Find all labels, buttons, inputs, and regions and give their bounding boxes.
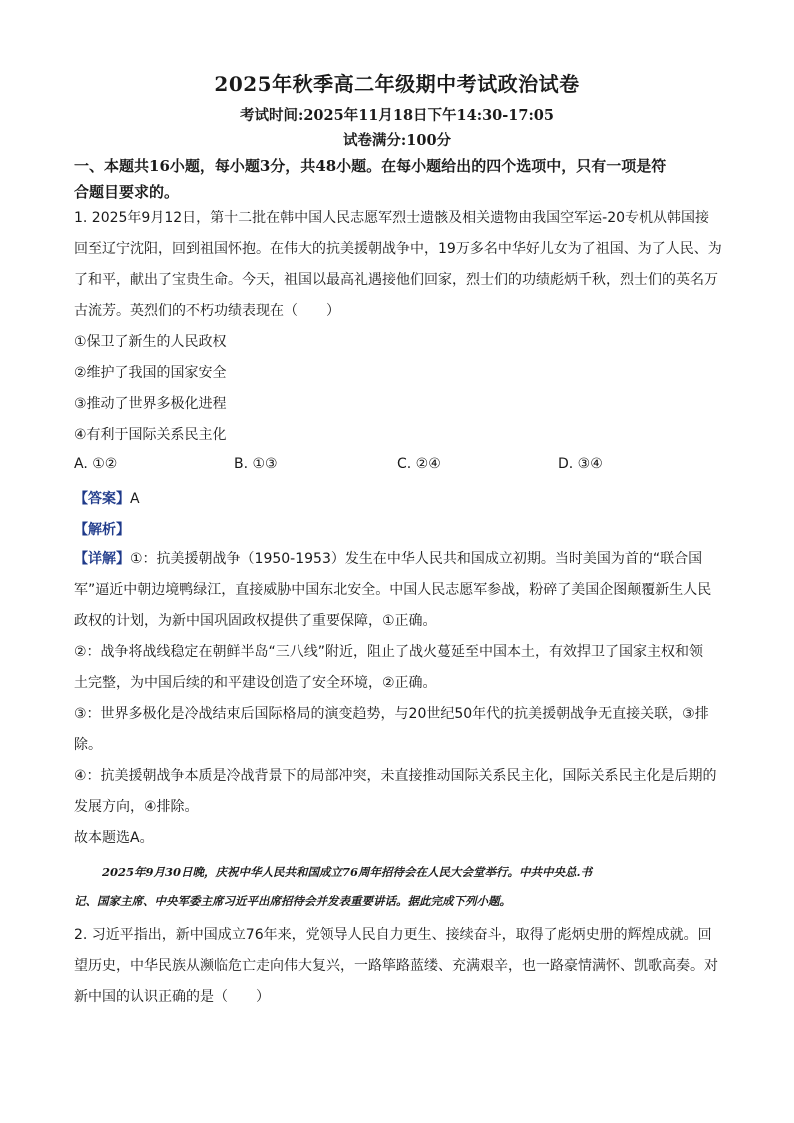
detail-line: 土完整，为中国后续的和平建设创造了安全环境，②正确。 <box>74 675 437 691</box>
question-line: 回至辽宁沈阳，回到祖国怀抱。在伟大的抗美援朝战争中，19万多名中华好儿女为了祖国、为了人民、为 <box>74 241 722 257</box>
analysis-row <box>74 519 130 539</box>
question-2-stem <box>74 920 724 1013</box>
option-d: D. ③④ <box>558 456 603 472</box>
question-item: ③推动了世界多极化进程 <box>74 396 227 412</box>
detail-line: ②：战争将战线稳定在朝鲜半岛“三八线”附近，阻止了战火蔓延至中国本土，有效捍卫了国家主权和领 <box>74 644 704 660</box>
exam-title: 2025年秋季高二年级期中考试政治试卷 <box>214 72 580 96</box>
detail-line: 故本题选A。 <box>74 830 154 846</box>
question-item: ④有利于国际关系民主化 <box>74 427 227 443</box>
detail-label: 【详解】 <box>74 551 130 567</box>
exam-time: 考试时间:2025年11月18日下午14:30-17:05 <box>239 107 554 124</box>
question-line: 古流芳。英烈们的不朽功绩表现在（ ） <box>74 303 340 319</box>
material-line: 2025年9月30日晚，庆祝中华人民共和国成立76周年招待会在人民大会堂举行。中共中央总.书 <box>102 865 593 879</box>
detail-line: 除。 <box>74 737 102 753</box>
answer-value: A <box>130 491 140 507</box>
detail-line <box>74 544 724 575</box>
detail-line: ③：世界多极化是冷战结束后国际格局的演变趋势，与20世纪50年代的抗美援朝战争无直接关联，③排 <box>74 706 709 722</box>
section-instructions-line: 一、本题共16小题，每小题3分，共48小题。在每小题给出的四个选项中，只有一项是符 <box>74 157 667 175</box>
option-a: A. ①② <box>74 456 118 472</box>
section-instructions <box>74 153 724 205</box>
material-line: 记、国家主席、中央军委主席习近平出席招待会并发表重要讲话。据此完成下列小题。 <box>74 894 511 908</box>
full-score: 试卷满分:100分 <box>342 132 452 149</box>
question-item: ②维护了我国的国家安全 <box>74 365 227 381</box>
detail-line: 政权的计划，为新中国巩固政权提供了重要保障，①正确。 <box>74 613 437 629</box>
detail-line: ④：抗美援朝战争本质是冷战背景下的局部冲突，未直接推动国际关系民主化，国际关系民主化是后期的 <box>74 768 717 784</box>
question-line: 了和平，献出了宝贵生命。今天，祖国以最高礼遇接他们回家，烈士们的功绩彪炳千秋，烈士们的英名万 <box>74 272 718 288</box>
question-line: 2. 习近平指出，新中国成立76年来，党领导人民自力更生、接续奋斗，取得了彪炳史册的辉煌成就。回 <box>74 927 712 943</box>
answer-row <box>74 488 140 508</box>
section-instructions-line: 合题目要求的。 <box>74 183 180 201</box>
question-line: 新中国的认识正确的是（ ） <box>74 989 270 1005</box>
analysis-label: 【解析】 <box>74 522 130 538</box>
material-passage <box>74 858 724 916</box>
question-1-detail <box>74 544 724 854</box>
question-1-stem <box>74 203 724 451</box>
question-line: 望历史，中华民族从濒临危亡走向伟大复兴，一路筚路蓝缕、充满艰辛，也一路豪情满怀、凯歌高奏。对 <box>74 958 718 974</box>
question-item: ①保卫了新生的人民政权 <box>74 334 227 350</box>
detail-text: ①：抗美援朝战争（1950-1953）发生在中华人民共和国成立初期。当时美国为首的“联合国 <box>130 551 703 567</box>
question-line: 1. 2025年9月12日，第十二批在韩中国人民志愿军烈士遗骸及相关遗物由我国空军运-20专机从韩国接 <box>74 210 710 226</box>
option-b: B. ①③ <box>234 456 278 472</box>
detail-line: 发展方向，④排除。 <box>74 799 199 815</box>
question-1-options <box>74 452 724 480</box>
detail-line: 军”逼近中朝边境鸭绿江，直接威胁中国东北安全。中国人民志愿军参战，粉碎了美国企图颠覆新生人民 <box>74 582 712 598</box>
answer-label: 【答案】 <box>74 491 130 507</box>
option-c: C. ②④ <box>397 456 441 472</box>
